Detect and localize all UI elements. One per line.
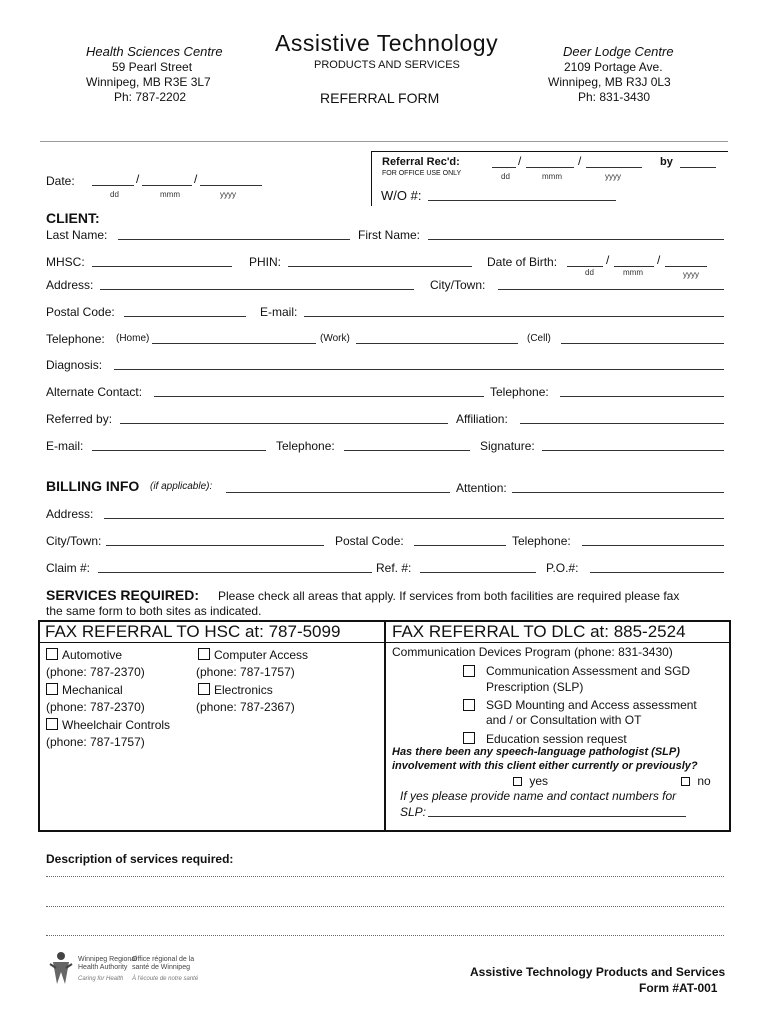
electronics-option[interactable] xyxy=(198,683,273,697)
education-label: Education session request xyxy=(486,732,627,746)
description-line-1[interactable] xyxy=(46,876,724,877)
signature-field[interactable] xyxy=(542,450,724,451)
office-dd-hint: dd xyxy=(501,172,510,181)
billing-city-field[interactable] xyxy=(106,545,324,546)
cell-label: (Cell) xyxy=(527,333,551,344)
slash: / xyxy=(606,253,610,267)
home-label: (Home) xyxy=(116,333,150,344)
billing-heading: BILLING INFO xyxy=(46,478,140,494)
mechanical-checkbox[interactable] xyxy=(46,683,58,695)
billing-postal-label: Postal Code: xyxy=(335,534,404,548)
electronics-label: Electronics xyxy=(214,683,273,697)
office-yyyy-hint: yyyy xyxy=(605,172,621,181)
billing-city-label: City/Town: xyxy=(46,534,102,548)
dlc-name: Deer Lodge Centre xyxy=(563,44,674,59)
city-field[interactable] xyxy=(498,289,724,290)
services-header-line xyxy=(38,642,731,643)
slp-contact-field[interactable] xyxy=(428,816,686,817)
wo-field[interactable] xyxy=(428,200,616,201)
email-field[interactable] xyxy=(304,316,724,317)
sgd-mounting-label-2: and / or Consultation with OT xyxy=(486,713,642,727)
computer-label: Computer Access xyxy=(214,648,309,662)
date-mmm-hint: mmm xyxy=(160,190,180,199)
referrer-email-label: E-mail: xyxy=(46,439,84,453)
logo-tag-fr: À l'écoute de notre santé xyxy=(132,976,199,982)
date-dd-field[interactable] xyxy=(92,185,134,186)
attention-field[interactable] xyxy=(512,492,724,493)
alt-phone-label: Telephone: xyxy=(490,385,549,399)
referrer-email-field[interactable] xyxy=(92,450,266,451)
email-label: E-mail: xyxy=(260,305,298,319)
ref-label: Ref. #: xyxy=(376,561,412,575)
wo-label: W/O #: xyxy=(381,188,422,203)
last-name-label: Last Name: xyxy=(46,228,108,242)
referrer-phone-label: Telephone: xyxy=(276,439,335,453)
slp-yes-checkbox[interactable] xyxy=(513,777,522,786)
referral-recd-label: Referral Rec'd: xyxy=(382,156,460,168)
dob-dd-field[interactable] xyxy=(567,266,603,267)
dlc-fax-header: FAX REFERRAL TO DLC at: 885-2524 xyxy=(392,622,686,641)
alt-contact-field[interactable] xyxy=(154,396,484,397)
comm-assessment-label: Communication Assessment and SGD xyxy=(486,664,691,678)
billing-name-field[interactable] xyxy=(226,492,450,493)
billing-address-field[interactable] xyxy=(104,518,724,519)
wheelchair-label: Wheelchair Controls xyxy=(62,718,171,732)
billing-postal-field[interactable] xyxy=(414,545,506,546)
computer-option[interactable] xyxy=(198,648,308,662)
dob-yyyy-field[interactable] xyxy=(665,266,707,267)
first-name-field[interactable] xyxy=(428,239,724,240)
wrha-logo-icon xyxy=(48,950,74,986)
last-name-field[interactable] xyxy=(118,239,350,240)
postal-field[interactable] xyxy=(124,316,246,317)
telephone-label: Telephone: xyxy=(46,332,105,346)
mechanical-phone: (phone: 787-2370) xyxy=(46,700,145,714)
office-yyyy-field[interactable] xyxy=(586,167,642,168)
wheelchair-phone: (phone: 787-1757) xyxy=(46,735,145,749)
hsc-name: Health Sciences Centre xyxy=(86,44,223,59)
cell-phone-field[interactable] xyxy=(561,343,724,344)
postal-label: Postal Code: xyxy=(46,305,115,319)
slp-yes-label: yes xyxy=(529,774,549,788)
comm-assessment-label-2: Prescription (SLP) xyxy=(486,680,584,694)
mhsc-field[interactable] xyxy=(92,266,232,267)
services-heading: SERVICES REQUIRED: xyxy=(46,587,199,603)
slp-label: SLP: xyxy=(400,805,427,819)
date-yyyy-hint: yyyy xyxy=(220,190,236,199)
office-dd-field[interactable] xyxy=(492,167,516,168)
wheelchair-checkbox[interactable] xyxy=(46,718,58,730)
claim-label: Claim #: xyxy=(46,561,91,575)
footer-title: Assistive Technology Products and Services xyxy=(470,965,726,979)
comm-assessment-checkbox[interactable] xyxy=(463,663,479,681)
electronics-checkbox[interactable] xyxy=(198,683,210,695)
hsc-street: 59 Pearl Street xyxy=(112,60,193,74)
mhsc-label: MHSC: xyxy=(46,255,85,269)
address-label: Address: xyxy=(46,278,94,292)
slash: / xyxy=(518,154,522,168)
date-mmm-field[interactable] xyxy=(142,185,192,186)
dlc-city: Winnipeg, MB R3J 0L3 xyxy=(548,75,671,89)
slp-yes-option[interactable] xyxy=(513,774,548,788)
description-line-3[interactable] xyxy=(46,935,724,936)
logo-tag-en: Caring for Health xyxy=(78,976,124,982)
billing-note: (if applicable): xyxy=(150,481,213,492)
computer-checkbox[interactable] xyxy=(198,648,210,660)
logo-fr-line-1: Office régional de la xyxy=(132,956,195,963)
referrer-phone-field[interactable] xyxy=(344,450,470,451)
dlc-street: 2109 Portage Ave. xyxy=(564,60,663,74)
billing-phone-field[interactable] xyxy=(582,545,724,546)
city-label: City/Town: xyxy=(430,278,486,292)
date-label: Date: xyxy=(46,174,75,188)
wheelchair-option[interactable] xyxy=(46,718,170,732)
attention-label: Attention: xyxy=(456,481,507,495)
automotive-phone: (phone: 787-2370) xyxy=(46,665,145,679)
slp-no-option[interactable] xyxy=(681,774,711,788)
slp-no-checkbox[interactable] xyxy=(681,777,690,786)
dob-dd-hint: dd xyxy=(585,268,594,277)
logo-fr-line-2: santé de Winnipeg xyxy=(132,964,190,971)
sgd-mounting-label: SGD Mounting and Access assessment xyxy=(486,698,697,712)
referred-by-field[interactable] xyxy=(120,423,448,424)
electronics-phone: (phone: 787-2367) xyxy=(196,700,295,714)
description-line-2[interactable] xyxy=(46,906,724,907)
services-instructions-2: the same form to both sites as indicated. xyxy=(46,604,262,618)
mechanical-option[interactable] xyxy=(46,683,123,697)
dob-yyyy-hint: yyyy xyxy=(683,270,699,279)
affiliation-label: Affiliation: xyxy=(456,412,508,426)
work-phone-field[interactable] xyxy=(356,343,518,344)
slp-no-label: no xyxy=(697,774,711,788)
signature-label: Signature: xyxy=(480,439,535,453)
slash: / xyxy=(194,172,198,186)
alt-phone-field[interactable] xyxy=(560,396,724,397)
billing-phone-label: Telephone: xyxy=(512,534,571,548)
mechanical-label: Mechanical xyxy=(62,683,123,697)
claim-field[interactable] xyxy=(98,572,372,573)
ref-field[interactable] xyxy=(420,572,536,573)
automotive-checkbox[interactable] xyxy=(46,648,58,660)
automotive-label: Automotive xyxy=(62,648,123,662)
dlc-phone: Ph: 831-3430 xyxy=(578,90,651,104)
logo-text-en xyxy=(78,956,137,972)
hsc-fax-header: FAX REFERRAL TO HSC at: 787-5099 xyxy=(45,622,341,641)
page-subtitle: PRODUCTS AND SERVICES xyxy=(314,59,460,71)
home-phone-field[interactable] xyxy=(152,343,316,344)
po-label: P.O.#: xyxy=(546,561,579,575)
services-instructions: Please check all areas that apply. If services from both facilities are required please fax xyxy=(218,589,680,603)
referred-by-label: Referred by: xyxy=(46,412,113,426)
date-dd-hint: dd xyxy=(110,190,119,199)
by-label: by xyxy=(660,156,673,168)
slash: / xyxy=(578,154,582,168)
office-use-label: FOR OFFICE USE ONLY xyxy=(382,170,462,177)
phin-label: PHIN: xyxy=(249,255,282,269)
slp-ifyes: If yes please provide name and contact numbers for xyxy=(400,789,677,803)
header-divider xyxy=(40,141,728,142)
slp-question: Has there been any speech-language pathologist (SLP) xyxy=(392,746,680,758)
dlc-program: Communication Devices Program (phone: 831-3430) xyxy=(392,645,673,659)
office-mmm-field[interactable] xyxy=(526,167,574,168)
logo-text-fr xyxy=(132,956,194,972)
hsc-city: Winnipeg, MB R3E 3L7 xyxy=(86,75,211,89)
alt-contact-label: Alternate Contact: xyxy=(46,385,143,399)
billing-address-label: Address: xyxy=(46,507,94,521)
sgd-mounting-checkbox[interactable] xyxy=(463,697,479,715)
by-field[interactable] xyxy=(680,167,716,168)
automotive-option[interactable] xyxy=(46,648,122,662)
dob-label: Date of Birth: xyxy=(487,255,558,269)
computer-phone: (phone: 787-1757) xyxy=(196,665,295,679)
affiliation-field[interactable] xyxy=(520,423,724,424)
hsc-phone: Ph: 787-2202 xyxy=(114,90,187,104)
client-heading: CLIENT: xyxy=(46,210,100,226)
services-divider xyxy=(384,620,386,832)
address-field[interactable] xyxy=(100,289,414,290)
form-title: REFERRAL FORM xyxy=(320,90,440,106)
first-name-label: First Name: xyxy=(358,228,421,242)
slash: / xyxy=(136,172,140,186)
logo-en-line-2: Health Authority xyxy=(78,964,128,971)
footer-form-number: Form #AT-001 xyxy=(639,981,718,995)
slp-question-2: involvement with this client either currently or previously? xyxy=(392,760,698,772)
description-label: Description of services required: xyxy=(46,852,234,866)
logo-en-line-1: Winnipeg Regional xyxy=(78,956,137,963)
office-mmm-hint: mmm xyxy=(542,172,562,181)
diagnosis-field[interactable] xyxy=(114,369,724,370)
dob-mmm-hint: mmm xyxy=(623,268,643,277)
po-field[interactable] xyxy=(590,572,724,573)
dob-mmm-field[interactable] xyxy=(614,266,654,267)
work-label: (Work) xyxy=(320,333,350,344)
slash: / xyxy=(657,253,661,267)
page-title: Assistive Technology xyxy=(275,30,499,56)
phin-field[interactable] xyxy=(288,266,472,267)
date-yyyy-field[interactable] xyxy=(200,185,262,186)
diagnosis-label: Diagnosis: xyxy=(46,358,103,372)
